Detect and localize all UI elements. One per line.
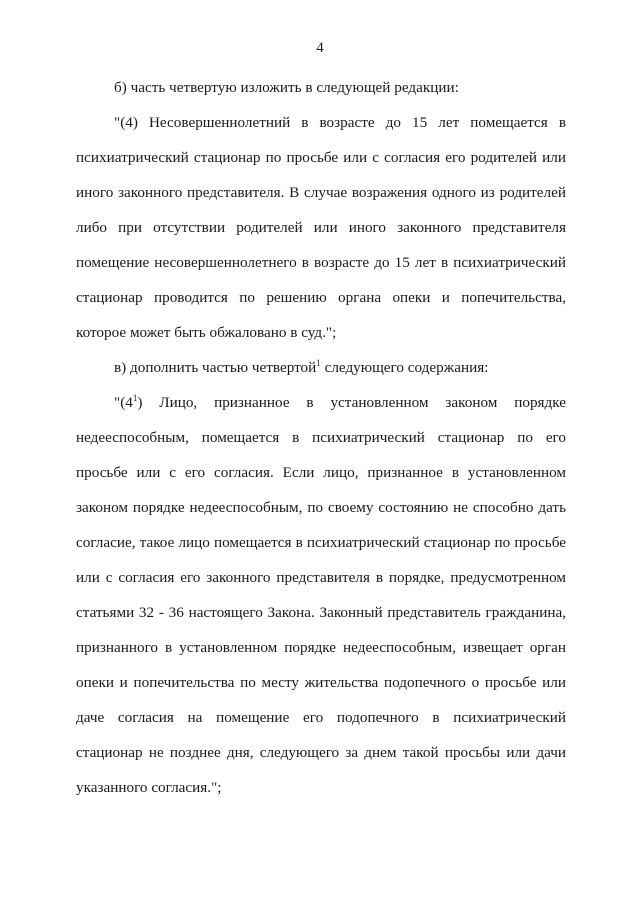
superscript-marker: 1 <box>132 393 138 403</box>
paragraph-part-4-1-after: ) Лицо, признанное в установленном законом порядке недееспособным, помещается в психиатрический стационар по его просьбе или с его согласия. Если лицо, признанное в установленном законом порядке недееспособным, по своему состоянию не способно дать согласие, такое лицо помещается в психиатрический стационар по просьбе или с согласия его законного представителя в порядке, предусмотренном статьями 32 - 36 настоящего Закона. Законный представитель гражданина, признанного в установленном порядке недееспособным, извещает орган опеки и попечительства по месту жительства подопечного о просьбе или даче согласия на помещение его подопечного в психиатрический стационар не позднее дня, следующего за днем такой просьбы или дачи указанного согласия."; <box>76 394 566 796</box>
page-number: 4 <box>316 40 324 56</box>
paragraph-part-4-text: "(4) Несовершеннолетний в возрасте до 15 лет помещается в психиатрический стационар по просьбе или с согласия его родителей или иного законного представителя. В случае возражения одного из родителей либо при отсутствии родителей или иного законного представителя помещение несовершеннолетнего в возрасте до 15 лет в психиатрический стационар проводится по решению органа опеки и попечительства, которое может быть обжаловано в суд."; <box>76 114 566 341</box>
paragraph-part-4-1-before: "(4 <box>114 394 133 411</box>
paragraph-amendment-v-before: в) дополнить частью четвертой <box>114 359 317 376</box>
paragraph-amendment-b: б) часть четвертую изложить в следующей редакции: <box>114 79 459 96</box>
paragraph-amendment-v-after: следующего содержания: <box>320 359 489 376</box>
paragraph-amendment-v <box>76 350 566 385</box>
document-body <box>76 70 566 805</box>
paragraph-part-4-1-text <box>76 385 566 805</box>
superscript-marker: 1 <box>316 358 321 368</box>
